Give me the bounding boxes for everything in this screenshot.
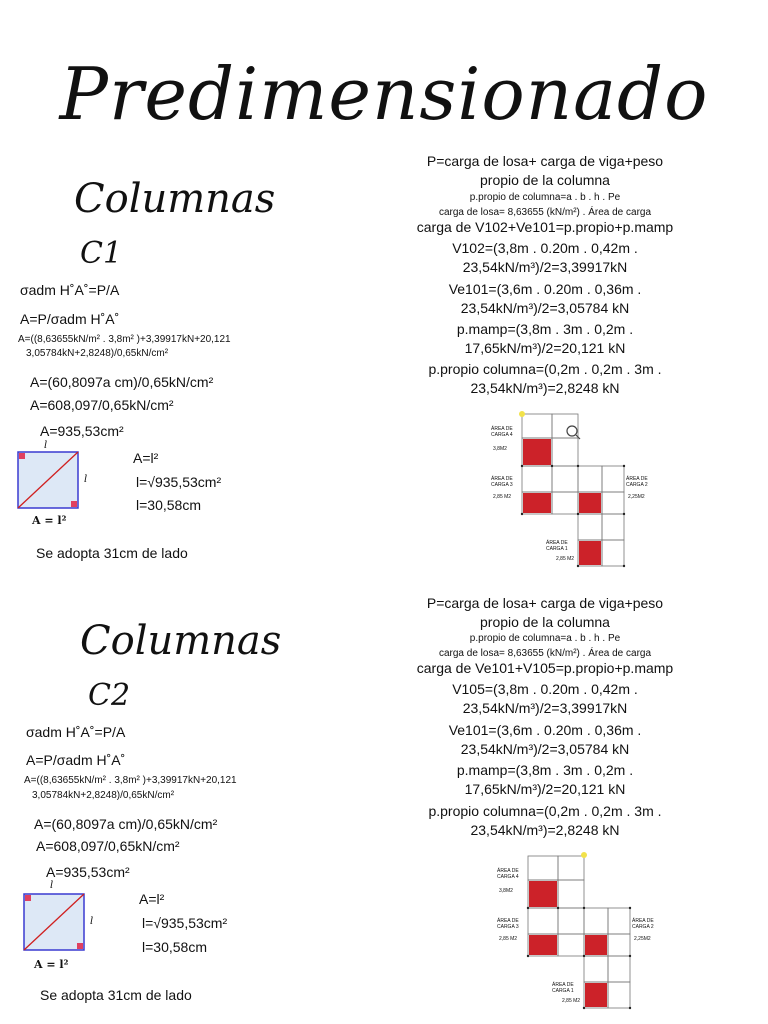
formula-line: A=608,097/0,65kN/cm² (30, 397, 174, 413)
load-line: Ve101=(3,6m . 0.20m . 0,36m . (448, 722, 642, 738)
formula-line: A=935,53cm² (40, 423, 124, 439)
square-formula: A = l² (32, 514, 67, 527)
formula-line: A=(60,8097a cm)/0,65kN/cm² (30, 374, 214, 390)
formula-line: 3,05784kN+2,8248)/0,65kN/cm² (26, 348, 169, 359)
page-title: Predimensionado (59, 52, 709, 136)
side-label: l (90, 916, 94, 927)
load-area-plan (494, 850, 674, 1012)
plan-label: ÁREA DE CARGA 2 (632, 918, 654, 930)
load-line: carga de losa= 8,63655 (kN/m²) . Área de carga (438, 648, 652, 659)
plan-label: 2,85 M2 (499, 936, 518, 942)
load-line: carga de losa= 8,63655 (kN/m²) . Área de carga (438, 207, 652, 218)
plan-label: ÁREA DE CARGA 3 (497, 918, 519, 930)
plan-label: ÁREA DE CARGA 2 (626, 476, 648, 488)
load-line: carga de V102+Ve101=p.propio+p.mamp (416, 219, 674, 235)
formula-line: A=935,53cm² (46, 864, 130, 880)
formula-line: A=P/σadm H˚A˚ (26, 752, 126, 768)
load-line: Ve101=(3,6m . 0.20m . 0,36m . (448, 281, 642, 297)
plan-label: 2,85 M2 (562, 998, 581, 1004)
load-line: p.propio columna=(0,2m . 0,2m . 3m . (428, 803, 662, 819)
load-line: 23,54kN/m³)/2=3,39917kN (462, 259, 628, 275)
plan-label: 2,25M2 (628, 494, 645, 500)
load-line: 23,54kN/m³)/2=3,05784 kN (460, 741, 630, 757)
load-line: 23,54kN/m³)/2=3,05784 kN (460, 300, 630, 316)
square-line: A=l² (139, 891, 165, 907)
plan-label: 2,85 M2 (556, 556, 575, 562)
load-line: propio de la columna (480, 172, 610, 188)
conclusion: Se adopta 31cm de lado (36, 545, 188, 561)
plan-label: 3,8M2 (499, 888, 513, 894)
square-diagram (20, 880, 110, 974)
square-line: A=l² (133, 450, 159, 466)
plan-label: 2,25M2 (634, 936, 651, 942)
plan-label: ÁREA DE CARGA 1 (552, 982, 574, 994)
load-line: p.propio columna=(0,2m . 0,2m . 3m . (428, 361, 662, 377)
formula-line: A=((8,63655kN/m² . 3,8m² )+3,39917kN+20,121 (24, 775, 237, 786)
load-line: V105=(3,8m . 0.20m . 0,42m . (452, 681, 638, 697)
section-subheading: C2 (88, 678, 131, 713)
load-line: P=carga de losa+ carga de viga+peso (426, 595, 664, 611)
formula-line: A=(60,8097a cm)/0,65kN/cm² (34, 816, 218, 832)
formula-line: A=608,097/0,65kN/cm² (36, 838, 180, 854)
load-line: p.mamp=(3,8m . 3m . 0,2m . (456, 762, 634, 778)
section-subheading: C1 (80, 236, 123, 271)
load-line: p.propio de columna=a . b . h . Pe (469, 633, 621, 644)
section-heading: Columnas (80, 618, 282, 664)
conclusion: Se adopta 31cm de lado (40, 987, 192, 1003)
side-label: l (84, 474, 88, 485)
plan-label: ÁREA DE CARGA 4 (491, 426, 513, 438)
load-line: 23,54kN/m³)=2,8248 kN (470, 380, 620, 396)
load-line: P=carga de losa+ carga de viga+peso (426, 153, 664, 169)
plan-label: ÁREA DE CARGA 4 (497, 868, 519, 880)
square-line: l=30,58cm (142, 939, 207, 955)
section-heading: Columnas (74, 176, 276, 222)
plan-label: ÁREA DE CARGA 1 (546, 540, 568, 552)
plan-label: 3,8M2 (493, 446, 507, 452)
formula-line: σadm H˚A˚=P/A (26, 724, 126, 740)
load-line: 23,54kN/m³)=2,8248 kN (470, 822, 620, 838)
square-line: l=30,58cm (136, 497, 201, 513)
square-formula: A = l² (34, 958, 69, 971)
formula-line: A=P/σadm H˚A˚ (20, 311, 120, 327)
side-label: l (44, 440, 48, 451)
load-line: propio de la columna (480, 614, 610, 630)
load-line: p.propio de columna=a . b . h . Pe (469, 192, 621, 203)
formula-line: A=((8,63655kN/m² . 3,8m² )+3,39917kN+20,121 (18, 334, 231, 345)
load-line: V102=(3,8m . 0.20m . 0,42m . (452, 240, 638, 256)
load-line: 17,65kN/m³)/2=20,121 kN (464, 781, 626, 797)
load-area-plan (488, 408, 668, 568)
side-label: l (50, 880, 54, 891)
load-line: carga de Ve101+V105=p.propio+p.mamp (416, 660, 674, 676)
load-line: 17,65kN/m³)/2=20,121 kN (464, 340, 626, 356)
square-line: l=√935,53cm² (136, 474, 222, 490)
formula-line: 3,05784kN+2,8248)/0,65kN/cm² (32, 790, 175, 801)
plan-label: ÁREA DE CARGA 3 (491, 476, 513, 488)
formula-line: σadm H˚A˚=P/A (20, 282, 120, 298)
plan-label: 2,85 M2 (493, 494, 512, 500)
square-diagram (14, 440, 104, 532)
load-line: 23,54kN/m³)/2=3,39917kN (462, 700, 628, 716)
load-line: p.mamp=(3,8m . 3m . 0,2m . (456, 321, 634, 337)
square-line: l=√935,53cm² (142, 915, 228, 931)
